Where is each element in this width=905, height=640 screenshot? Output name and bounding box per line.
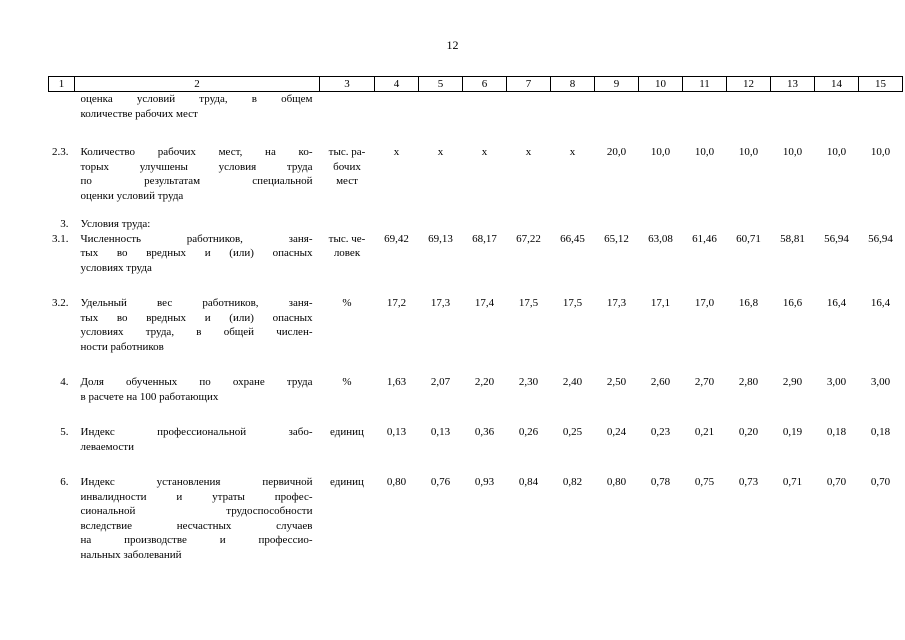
row-number: 3.1. [52, 232, 69, 245]
value-cell-col-7: 2,30 [518, 376, 539, 388]
value-cell-col-11: 10,0 [694, 146, 715, 158]
value-cell-col-11: 0,21 [694, 426, 715, 438]
description-line: инвалидности и утраты профес- [80, 490, 313, 503]
value-cell-col-7 [507, 203, 551, 232]
description-line: Численность работников, заня- [80, 232, 313, 245]
value-cell-col-11 [683, 203, 727, 232]
row-number: 3. [60, 218, 69, 230]
value-cell-col-7: 0,84 [518, 476, 539, 488]
value-cell-col-13: 16,6 [782, 297, 803, 309]
row-number: 6. [60, 476, 69, 488]
value-cell-col-5 [419, 92, 463, 122]
row-unit [320, 275, 375, 354]
value-cell-col-13: 0,71 [782, 476, 803, 488]
row-description [75, 275, 320, 354]
value-cell-col-14: 56,94 [824, 232, 849, 245]
table-row [49, 454, 903, 562]
value-cell-col-10: 10,0 [650, 146, 671, 158]
value-cell-col-10: 17,1 [650, 297, 671, 309]
value-cell-col-13: 58,81 [780, 232, 805, 245]
value-cell-col-6: 68,17 [472, 232, 497, 245]
row-description [75, 121, 320, 203]
value-cell-col-13 [771, 203, 815, 232]
value-cell-col-8: 0,82 [562, 476, 583, 488]
value-cell-col-8 [551, 92, 595, 122]
value-cell-col-12: 16,8 [738, 297, 759, 309]
value-cell-col-15: 0,70 [870, 476, 891, 488]
value-cell-col-7: 0,26 [518, 426, 539, 438]
description-line: Индекс профессиональной забо- [80, 426, 313, 438]
value-cell-col-12: 10,0 [738, 146, 759, 158]
value-cell-col-11 [683, 92, 727, 122]
value-cell-col-9: 17,3 [606, 297, 627, 309]
table-body [49, 92, 903, 563]
row-unit [320, 203, 375, 232]
row-number: 3.2. [52, 297, 69, 309]
header-cell-14: 14 [815, 77, 859, 92]
value-cell-col-14: 0,70 [826, 476, 847, 488]
value-cell-col-14: 0,18 [826, 426, 847, 438]
value-cell-col-10: 2,60 [650, 376, 671, 388]
unit-line: мест [336, 175, 358, 187]
header-cell-4: 4 [375, 77, 419, 92]
value-cell-col-12: 60,71 [736, 232, 761, 245]
header-cell-7: 7 [507, 77, 551, 92]
value-cell-col-5: 0,13 [430, 426, 451, 438]
unit-line: тыс. че- [328, 232, 366, 245]
description-line: оценка условий труда, в общем [80, 93, 313, 105]
row-description [75, 354, 320, 404]
value-cell-col-4: х [393, 146, 400, 158]
description-line: торых улучшены условия труда [80, 160, 313, 173]
description-line: по результатам специальной [80, 175, 313, 187]
description-line: сиональной трудоспособности [80, 505, 313, 517]
value-cell-col-14: 10,0 [826, 146, 847, 158]
value-cell-col-4: 1,63 [386, 376, 407, 388]
row-description [75, 92, 320, 122]
value-cell-col-4 [375, 203, 419, 232]
unit-line: тыс. ра- [328, 146, 366, 158]
value-cell-col-15: 16,4 [870, 297, 891, 309]
description-line: леваемости [80, 440, 134, 453]
header-cell-5: 5 [419, 77, 463, 92]
description-line: Условия труда: [80, 218, 151, 230]
description-line: нальных заболеваний [80, 548, 182, 561]
value-cell-col-7: 67,22 [516, 232, 541, 245]
header-cell-12: 12 [727, 77, 771, 92]
unit-line: бочих [333, 160, 361, 173]
row-unit [320, 232, 375, 276]
header-cell-11: 11 [683, 77, 727, 92]
value-cell-col-5 [419, 203, 463, 232]
description-line: тых во вредных и (или) опасных [80, 247, 313, 259]
value-cell-col-6 [463, 92, 507, 122]
description-line: Удельный вес работников, заня- [80, 297, 313, 309]
row-description [75, 404, 320, 454]
value-cell-col-14: 16,4 [826, 297, 847, 309]
table-row [49, 275, 903, 354]
value-cell-col-12 [727, 203, 771, 232]
value-cell-col-15: 0,18 [870, 426, 891, 438]
value-cell-col-4 [375, 92, 419, 122]
header-cell-9: 9 [595, 77, 639, 92]
description-line: в расчете на 100 работающих [80, 390, 219, 403]
header-cell-2: 2 [75, 77, 320, 92]
value-cell-col-8: х [569, 146, 576, 158]
value-cell-col-6: 2,20 [474, 376, 495, 388]
value-cell-col-11: 17,0 [694, 297, 715, 309]
row-unit [320, 92, 375, 122]
value-cell-col-11: 0,75 [694, 476, 715, 488]
description-line: Количество рабочих мест, на ко- [80, 146, 313, 158]
indicators-table [48, 76, 903, 562]
description-line: оценки условий труда [80, 189, 184, 202]
value-cell-col-13: 2,90 [782, 376, 803, 388]
value-cell-col-6: 0,36 [474, 426, 495, 438]
unit-line: ловек [333, 247, 361, 259]
value-cell-col-5: 2,07 [430, 376, 451, 388]
table-row [49, 203, 903, 232]
page-number: 12 [446, 38, 459, 52]
header-cell-10: 10 [639, 77, 683, 92]
table-row [49, 354, 903, 404]
value-cell-col-5: 69,13 [428, 232, 453, 245]
value-cell-col-9 [595, 203, 639, 232]
table-row [49, 232, 903, 276]
description-line: условиях труда [80, 261, 152, 274]
row-number: 2.3. [52, 146, 69, 158]
value-cell-col-9: 20,0 [606, 146, 627, 158]
value-cell-col-4: 17,2 [386, 297, 407, 309]
value-cell-col-9: 2,50 [606, 376, 627, 388]
description-line: количестве рабочих мест [80, 107, 198, 120]
value-cell-col-12 [727, 92, 771, 122]
description-line: условиях труда, в общей числен- [80, 326, 313, 338]
value-cell-col-13: 0,19 [782, 426, 803, 438]
table-row [49, 121, 903, 203]
value-cell-col-7: 17,5 [518, 297, 539, 309]
value-cell-col-10: 0,78 [650, 476, 671, 488]
value-cell-col-6: 0,93 [474, 476, 495, 488]
value-cell-col-14 [815, 203, 859, 232]
value-cell-col-9: 0,80 [606, 476, 627, 488]
value-cell-col-15: 3,00 [870, 376, 891, 388]
value-cell-col-15 [859, 92, 903, 122]
value-cell-col-4: 0,13 [386, 426, 407, 438]
value-cell-col-14 [815, 92, 859, 122]
value-cell-col-8 [551, 203, 595, 232]
value-cell-col-15: 56,94 [868, 232, 893, 245]
row-unit [320, 121, 375, 203]
value-cell-col-11: 61,46 [692, 232, 717, 245]
value-cell-col-15: 10,0 [870, 146, 891, 158]
row-description [75, 232, 320, 276]
description-line: тых во вредных и (или) опасных [80, 311, 313, 324]
value-cell-col-13 [771, 92, 815, 122]
header-cell-15: 15 [859, 77, 903, 92]
row-unit [320, 454, 375, 562]
value-cell-col-4: 0,80 [386, 476, 407, 488]
table-row [49, 92, 903, 122]
value-cell-col-13: 10,0 [782, 146, 803, 158]
description-line: ности работников [80, 340, 164, 353]
description-line: вследствие несчастных случаев [80, 519, 313, 532]
value-cell-col-8: 17,5 [562, 297, 583, 309]
header-cell-3: 3 [320, 77, 375, 92]
row-unit [320, 354, 375, 404]
value-cell-col-11: 2,70 [694, 376, 715, 388]
row-number: 5. [60, 426, 69, 438]
row-unit [320, 404, 375, 454]
value-cell-col-12: 0,20 [738, 426, 759, 438]
value-cell-col-8: 0,25 [562, 426, 583, 438]
description-line: Индекс установления первичной [80, 476, 313, 488]
value-cell-col-12: 0,73 [738, 476, 759, 488]
value-cell-col-5: х [437, 146, 444, 158]
value-cell-col-10: 63,08 [648, 232, 673, 245]
value-cell-col-5: 0,76 [430, 476, 451, 488]
unit-line: % [342, 376, 352, 388]
header-cell-1: 1 [49, 77, 75, 92]
value-cell-col-9: 65,12 [604, 232, 629, 245]
value-cell-col-8: 2,40 [562, 376, 583, 388]
value-cell-col-10: 0,23 [650, 426, 671, 438]
value-cell-col-5: 17,3 [430, 297, 451, 309]
value-cell-col-10 [639, 203, 683, 232]
description-line: на производстве и профессио- [80, 534, 313, 546]
description-line: Доля обученных по охране труда [80, 376, 313, 388]
value-cell-col-12: 2,80 [738, 376, 759, 388]
row-description [75, 454, 320, 562]
row-number [49, 92, 75, 122]
header-cell-13: 13 [771, 77, 815, 92]
value-cell-col-9 [595, 92, 639, 122]
unit-line: % [342, 297, 352, 309]
row-description [75, 203, 320, 232]
value-cell-col-14: 3,00 [826, 376, 847, 388]
value-cell-col-6: 17,4 [474, 297, 495, 309]
header-cell-6: 6 [463, 77, 507, 92]
value-cell-col-7 [507, 92, 551, 122]
value-cell-col-9: 0,24 [606, 426, 627, 438]
value-cell-col-6 [463, 203, 507, 232]
value-cell-col-8: 66,45 [560, 232, 585, 245]
value-cell-col-4: 69,42 [384, 232, 409, 245]
row-number: 4. [60, 376, 69, 388]
unit-line: единиц [330, 476, 364, 488]
value-cell-col-10 [639, 92, 683, 122]
value-cell-col-15 [859, 203, 903, 232]
value-cell-col-6: х [481, 146, 488, 158]
value-cell-col-7: х [525, 146, 532, 158]
table-row [49, 404, 903, 454]
header-cell-8: 8 [551, 77, 595, 92]
unit-line: единиц [330, 426, 364, 438]
header-row [49, 77, 903, 92]
